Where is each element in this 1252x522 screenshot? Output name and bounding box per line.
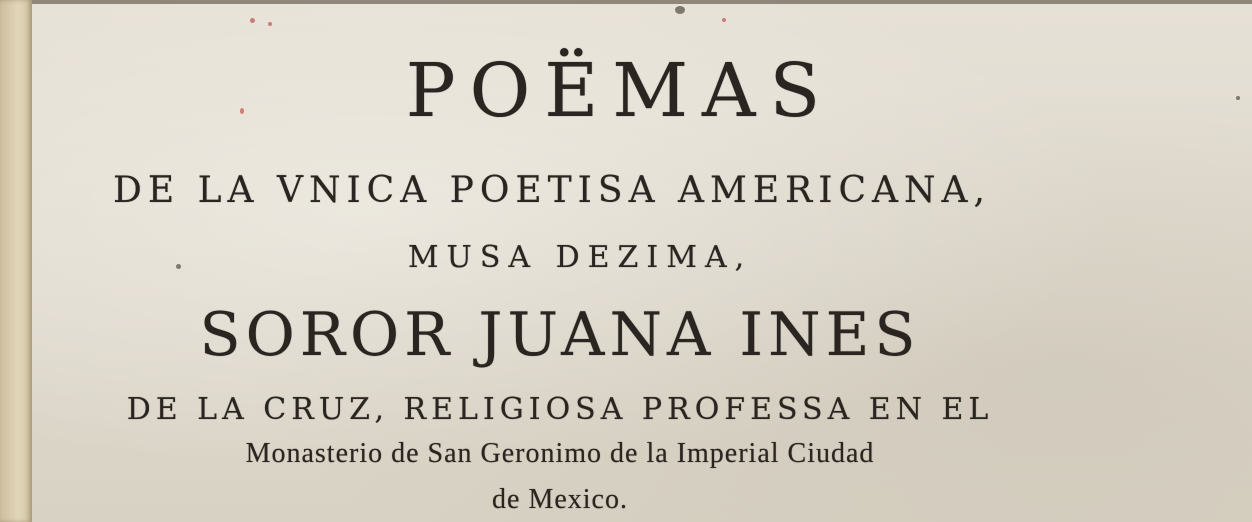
muse-line: MUSA DEZIMA,	[407, 240, 753, 275]
page-top-edge	[32, 0, 1252, 4]
subtitle-line: DE LA VNICA POETISA AMERICANA,	[113, 170, 991, 211]
foxing-speck	[722, 18, 726, 22]
foxing-speck	[268, 22, 272, 26]
city-line: de Mexico.	[492, 484, 628, 515]
author-name: SOROR JUANA INES	[199, 300, 921, 370]
foxing-speck	[675, 6, 685, 14]
foxing-speck	[1236, 96, 1240, 100]
book-title: POËMAS	[405, 48, 835, 134]
monastery-line: Monasterio de San Geronimo de la Imperial Ciudad	[245, 438, 875, 469]
religious-order-line: DE LA CRUZ, RELIGIOSA PROFESSA EN EL	[126, 392, 994, 427]
foxing-speck	[250, 18, 255, 23]
